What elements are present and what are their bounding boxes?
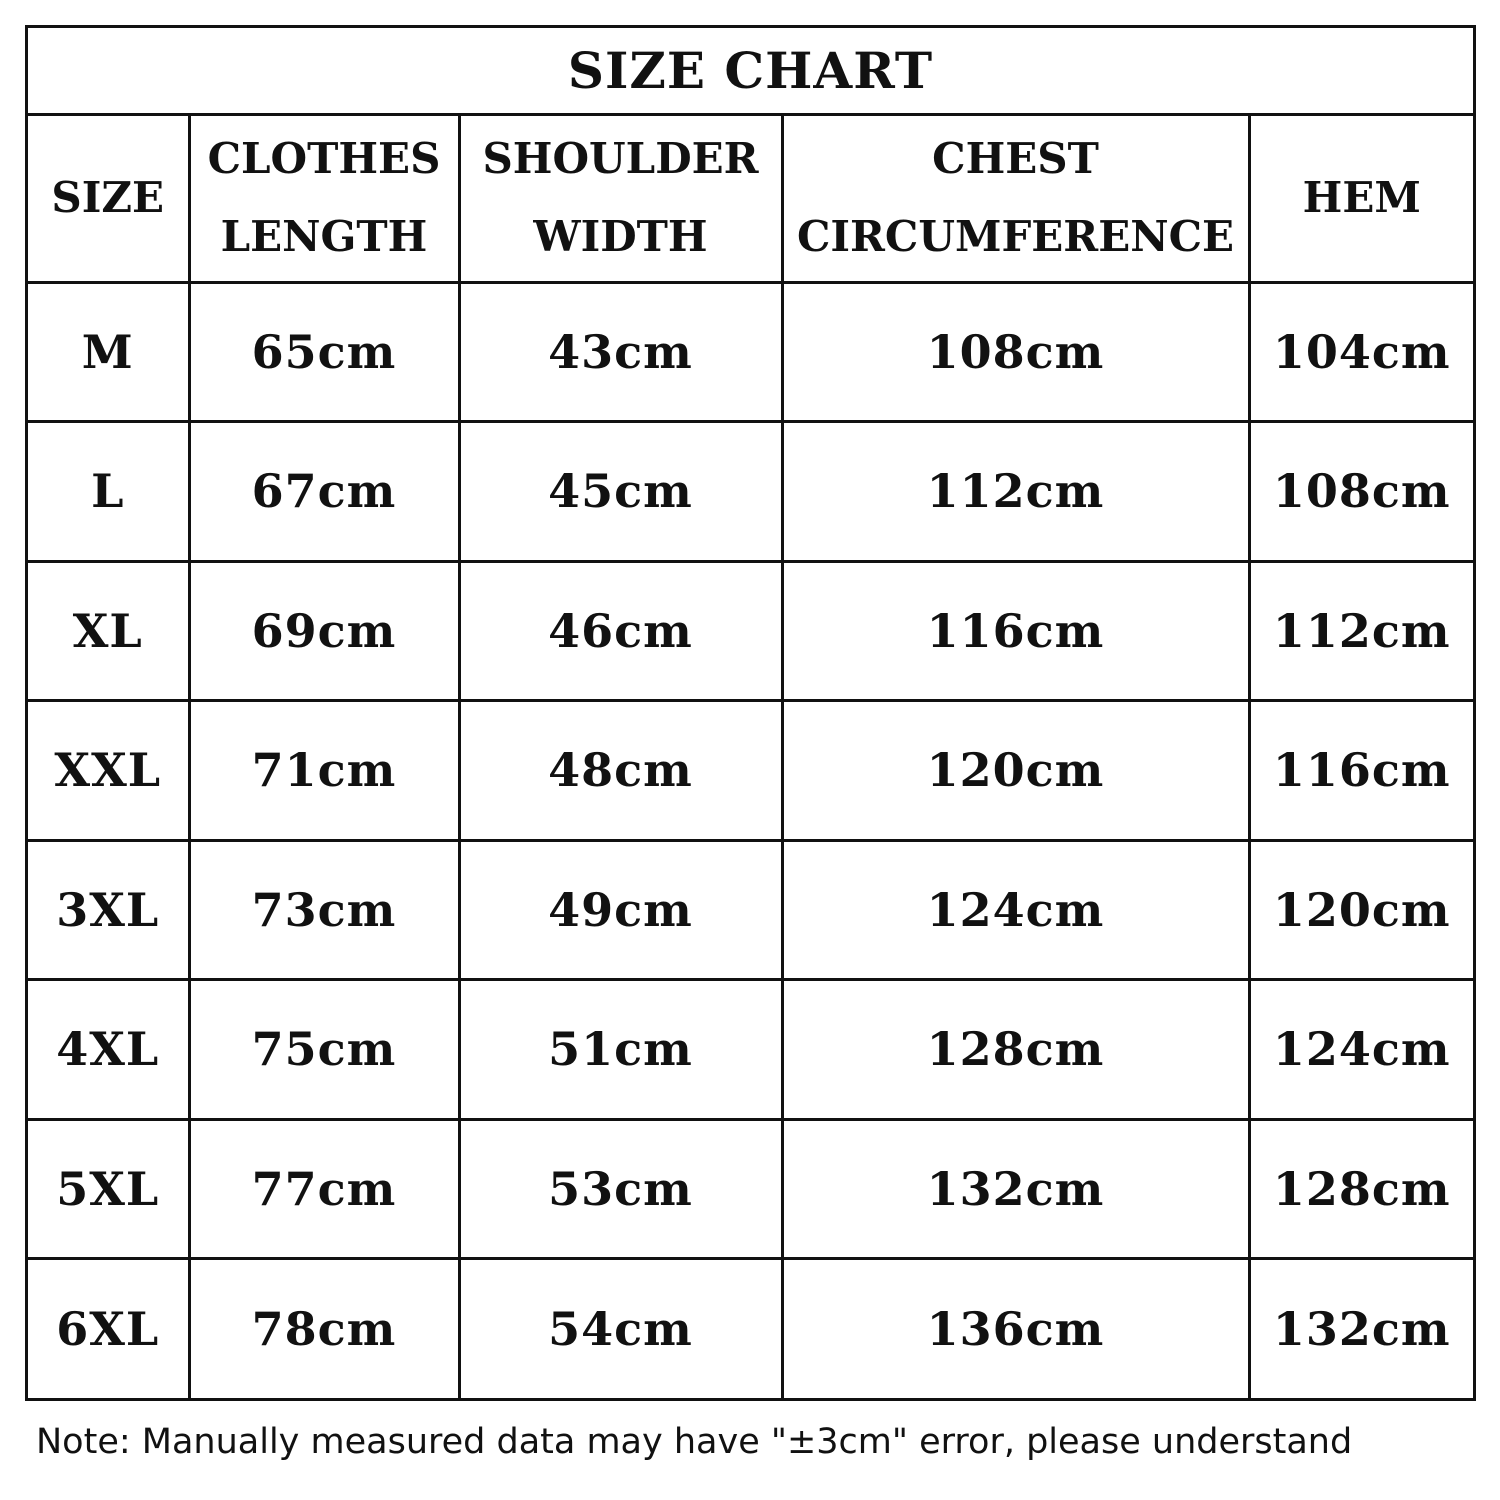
size-table <box>28 116 1473 1398</box>
clothes-length-cell: 71cm <box>189 701 459 841</box>
chest-cell: 108cm <box>782 282 1249 422</box>
chest-cell: 136cm <box>782 1259 1249 1399</box>
hem-cell: 120cm <box>1249 840 1473 980</box>
shoulder-width-cell: 53cm <box>459 1119 782 1259</box>
size-cell: 4XL <box>28 980 189 1120</box>
hem-cell: 128cm <box>1249 1119 1473 1259</box>
table-row <box>28 701 1473 841</box>
chest-cell: 112cm <box>782 422 1249 562</box>
header-size: SIZE <box>51 173 165 223</box>
measurement-note: Note: Manually measured data may have "±3cm" error, please understand <box>36 1422 1353 1462</box>
clothes-length-cell: 78cm <box>189 1259 459 1399</box>
shoulder-width-cell: 48cm <box>459 701 782 841</box>
size-chart <box>25 25 1476 1401</box>
hem-cell: 116cm <box>1249 701 1473 841</box>
shoulder-width-cell: 54cm <box>459 1259 782 1399</box>
size-cell: 3XL <box>28 840 189 980</box>
clothes-length-cell: 75cm <box>189 980 459 1120</box>
size-cell: XL <box>28 561 189 701</box>
header-clothes-length: CLOTHES LENGTH <box>189 116 459 282</box>
chest-cell: 124cm <box>782 840 1249 980</box>
table-row <box>28 840 1473 980</box>
table-row <box>28 422 1473 562</box>
table-row <box>28 282 1473 422</box>
shoulder-width-cell: 51cm <box>459 980 782 1120</box>
header-row <box>28 116 1473 282</box>
hem-cell: 124cm <box>1249 980 1473 1120</box>
table-row <box>28 1259 1473 1399</box>
header-chest-circumference: CHEST CIRCUMFERENCE <box>782 116 1249 282</box>
clothes-length-cell: 65cm <box>189 282 459 422</box>
chest-cell: 128cm <box>782 980 1249 1120</box>
shoulder-width-cell: 46cm <box>459 561 782 701</box>
shoulder-width-cell: 45cm <box>459 422 782 562</box>
shoulder-width-cell: 43cm <box>459 282 782 422</box>
header-shoulder-width: SHOULDER WIDTH <box>459 116 782 282</box>
table-row <box>28 561 1473 701</box>
clothes-length-cell: 67cm <box>189 422 459 562</box>
chart-title: SIZE CHART <box>28 28 1473 116</box>
chest-cell: 116cm <box>782 561 1249 701</box>
clothes-length-cell: 69cm <box>189 561 459 701</box>
shoulder-width-cell: 49cm <box>459 840 782 980</box>
size-cell: M <box>28 282 189 422</box>
hem-cell: 108cm <box>1249 422 1473 562</box>
hem-cell: 132cm <box>1249 1259 1473 1399</box>
hem-cell: 112cm <box>1249 561 1473 701</box>
size-cell: XXL <box>28 701 189 841</box>
clothes-length-cell: 73cm <box>189 840 459 980</box>
clothes-length-cell: 77cm <box>189 1119 459 1259</box>
header-hem: HEM <box>1249 116 1473 282</box>
hem-cell: 104cm <box>1249 282 1473 422</box>
size-cell: 5XL <box>28 1119 189 1259</box>
table-row <box>28 980 1473 1120</box>
size-cell: L <box>28 422 189 562</box>
chest-cell: 132cm <box>782 1119 1249 1259</box>
chest-cell: 120cm <box>782 701 1249 841</box>
table-row <box>28 1119 1473 1259</box>
size-cell: 6XL <box>28 1259 189 1399</box>
